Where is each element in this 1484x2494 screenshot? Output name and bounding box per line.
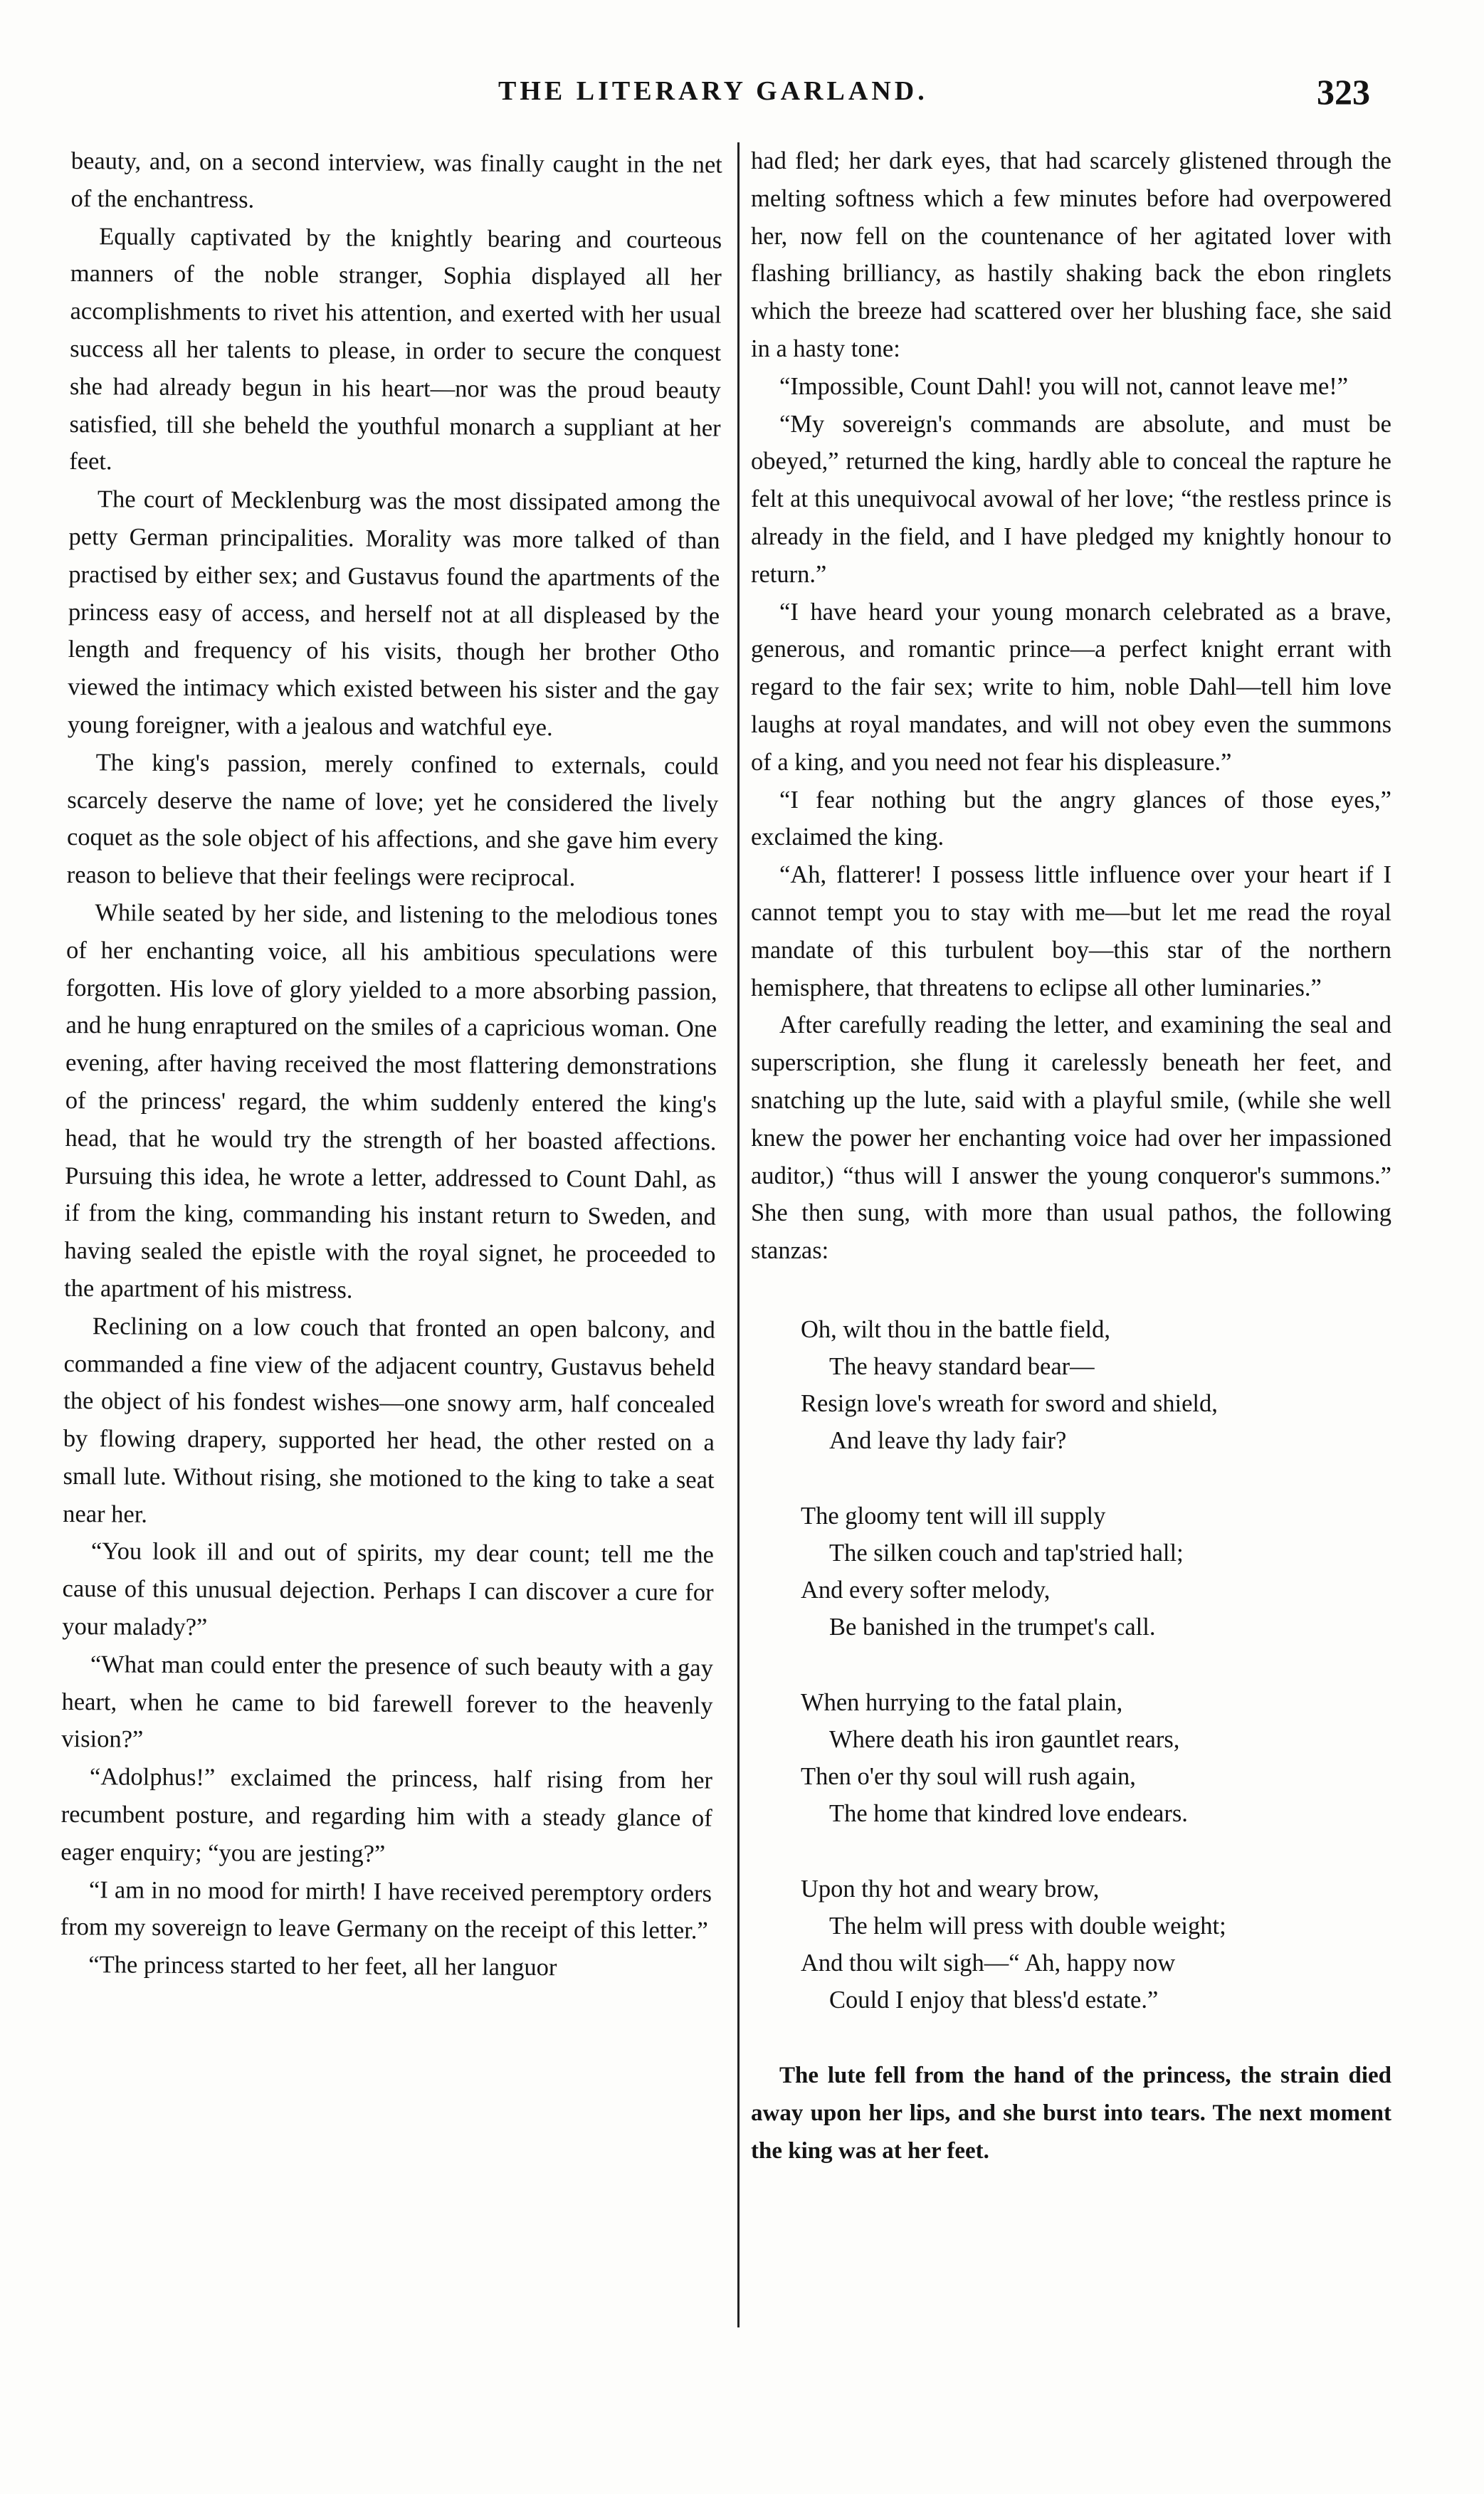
- stanza: [801, 1684, 1391, 1832]
- stanza: [801, 1311, 1391, 1459]
- poem-line: Then o'er thy soul will rush again,: [801, 1762, 1136, 1790]
- running-title: THE LITERARY GARLAND.: [498, 76, 928, 106]
- poem-line: Oh, wilt thou in the battle field,: [801, 1315, 1111, 1343]
- paragraph: “What man could enter the presence of such beauty with a gay heart, when he came to bid farewell forever to the heavenly vision?”: [61, 1651, 714, 1754]
- poem-line: The helm will press with double weight;: [829, 1912, 1226, 1940]
- poem-line: The gloomy tent will ill supply: [801, 1502, 1106, 1530]
- stanza: [801, 1871, 1391, 2019]
- column-divider: [737, 142, 740, 2327]
- right-column: [751, 142, 1391, 2169]
- poem-line: The silken couch and tap'stried hall;: [829, 1539, 1184, 1567]
- poem-line: When hurrying to the fatal plain,: [801, 1688, 1123, 1716]
- paragraph: beauty, and, on a second interview, was finally caught in the net of the enchantress.: [70, 147, 722, 214]
- poem-line: The heavy standard bear—: [829, 1352, 1095, 1380]
- paragraph: While seated by her side, and listening to the melodious tones of her enchanting voice, all his ambitious speculations were forgotten. His love of glory yielded to a more absorbing passion, and he hung enraptured on the smiles of a capricious woman. One evening, after having received the most flattering demonstrations of the princess' regard, the whim suddenly entered the king's head, that he would try the strength of her boasted affections. Pursuing this idea, he wrote a letter, addressed to Count Dahl, as if from the king, commanding his instant return to Sweden, and having sealed the epistle with the royal signet, he proceeded to the apartment of his mistress.: [64, 899, 718, 1304]
- poem-line: Where death his iron gauntlet rears,: [829, 1725, 1180, 1753]
- poem-line: Could I enjoy that bless'd estate.”: [829, 1986, 1159, 2014]
- paragraph: “I am in no mood for mirth! I have received peremptory orders from my sovereign to leave Germany on the receipt of this letter.”: [60, 1875, 712, 1945]
- stanza: [801, 1498, 1391, 1646]
- paragraph: The king's passion, merely confined to externals, could scarcely deserve the name of love; yet he considered the lively coquet as the sole object of his affections, and she gave him every reason to believe that their feelings were reciprocal.: [66, 748, 719, 892]
- paragraph: had fled; her dark eyes, that had scarcely glistened through the melting softness which a few minutes before had overpowered her, now fell on the countenance of her agitated lover with flashing brilliancy, as hastily shaking back the ebon ringlets which the breeze had scattered over her blushing face, she said in a hasty tone:: [751, 147, 1391, 362]
- paragraph: The lute fell from the hand of the princess, the strain died away upon her lips, and she burst into tears. The next moment the king was at her feet.: [751, 2062, 1391, 2164]
- paragraph: “I have heard your young monarch celebrated as a brave, generous, and romantic prince—a perfect knight errant with regard to the fair sex; write to him, noble Dahl—tell him love laughs at royal mandates, and will not obey even the summons of a king, and you need not fear his displeasure.”: [751, 598, 1391, 776]
- poem-line: Be banished in the trumpet's call.: [829, 1613, 1156, 1641]
- poem-line: And every softer melody,: [801, 1576, 1051, 1604]
- poem-line: The home that kindred love endears.: [829, 1799, 1188, 1827]
- paragraph: “Ah, flatterer! I possess little influence over your heart if I cannot tempt you to stay with me—but let me read the royal mandate of this turbulent boy—this star of the northern hemisphere, that threatens to eclipse all other luminaries.”: [751, 861, 1391, 1001]
- paragraph: Equally captivated by the knightly bearing and courteous manners of the noble stranger, Sophia displayed all her accomplishments to rivet his attention, and exerted with her usual success all her talents to please, in order to secure the conquest she had already begun in his heart—nor was the proud beauty satisfied, till she beheld the youthful monarch a suppliant at her feet.: [69, 222, 722, 475]
- paragraph: “You look ill and out of spirits, my dear count; tell me the cause of this unusual dejection. Perhaps I can discover a cure for your malady?”: [62, 1537, 715, 1641]
- paragraph: “Adolphus!” exclaimed the princess, half rising from her recumbent posture, and regarding him with a steady glance of eager enquiry; “you are jesting?”: [60, 1763, 713, 1868]
- paragraph: Reclining on a low couch that fronted an open balcony, and commanded a fine view of the adjacent country, Gustavus beheld the object of his fondest wishes—one snowy arm, half concealed by flowing drapery, supported her head, the other rested on a small lute. Without rising, she motioned to the king to take a seat near her.: [63, 1312, 715, 1528]
- page-header: [0, 71, 1484, 121]
- poem-line: Resign love's wreath for sword and shield,: [801, 1389, 1218, 1417]
- left-column: [60, 142, 722, 1988]
- paragraph: “I fear nothing but the angry glances of those eyes,” exclaimed the king.: [751, 786, 1391, 851]
- paragraph: “The princess started to her feet, all her languor: [88, 1951, 557, 1982]
- poem-line: Upon thy hot and weary brow,: [801, 1875, 1100, 1903]
- poem-line: And thou wilt sigh—“ Ah, happy now: [801, 1949, 1176, 1977]
- paragraph: “Impossible, Count Dahl! you will not, cannot leave me!”: [779, 372, 1349, 400]
- paragraph: After carefully reading the letter, and examining the seal and superscription, she flung it carelessly beneath her feet, and snatching up the lute, said with a playful smile, (while she well knew the power her enchanting voice had over her impassioned auditor,) “thus will I answer the young conqueror's summons.” She then sung, with more than usual pathos, the following stanzas:: [751, 1011, 1391, 1265]
- page-number: 323: [1317, 72, 1370, 112]
- paragraph: The court of Mecklenburg was the most dissipated among the petty German principalities. Morality was more talked of than practised by either sex; and Gustavus found the apartments of the princess easy of access, and herself not at all displeased by the length and frequency of his visits, though her brother Otho viewed the intimacy which existed between his sister and the gay young foreigner, with a jealous and watchful eye.: [67, 485, 721, 742]
- poem: [801, 1311, 1391, 2019]
- poem-line: And leave thy lady fair?: [829, 1426, 1067, 1454]
- paragraph: “My sovereign's commands are absolute, and must be obeyed,” returned the king, hardly able to conceal the rapture he felt at this unequivocal avowal of her love; “the restless prince is already in the field, and I have pledged my knightly honour to return.”: [751, 410, 1391, 588]
